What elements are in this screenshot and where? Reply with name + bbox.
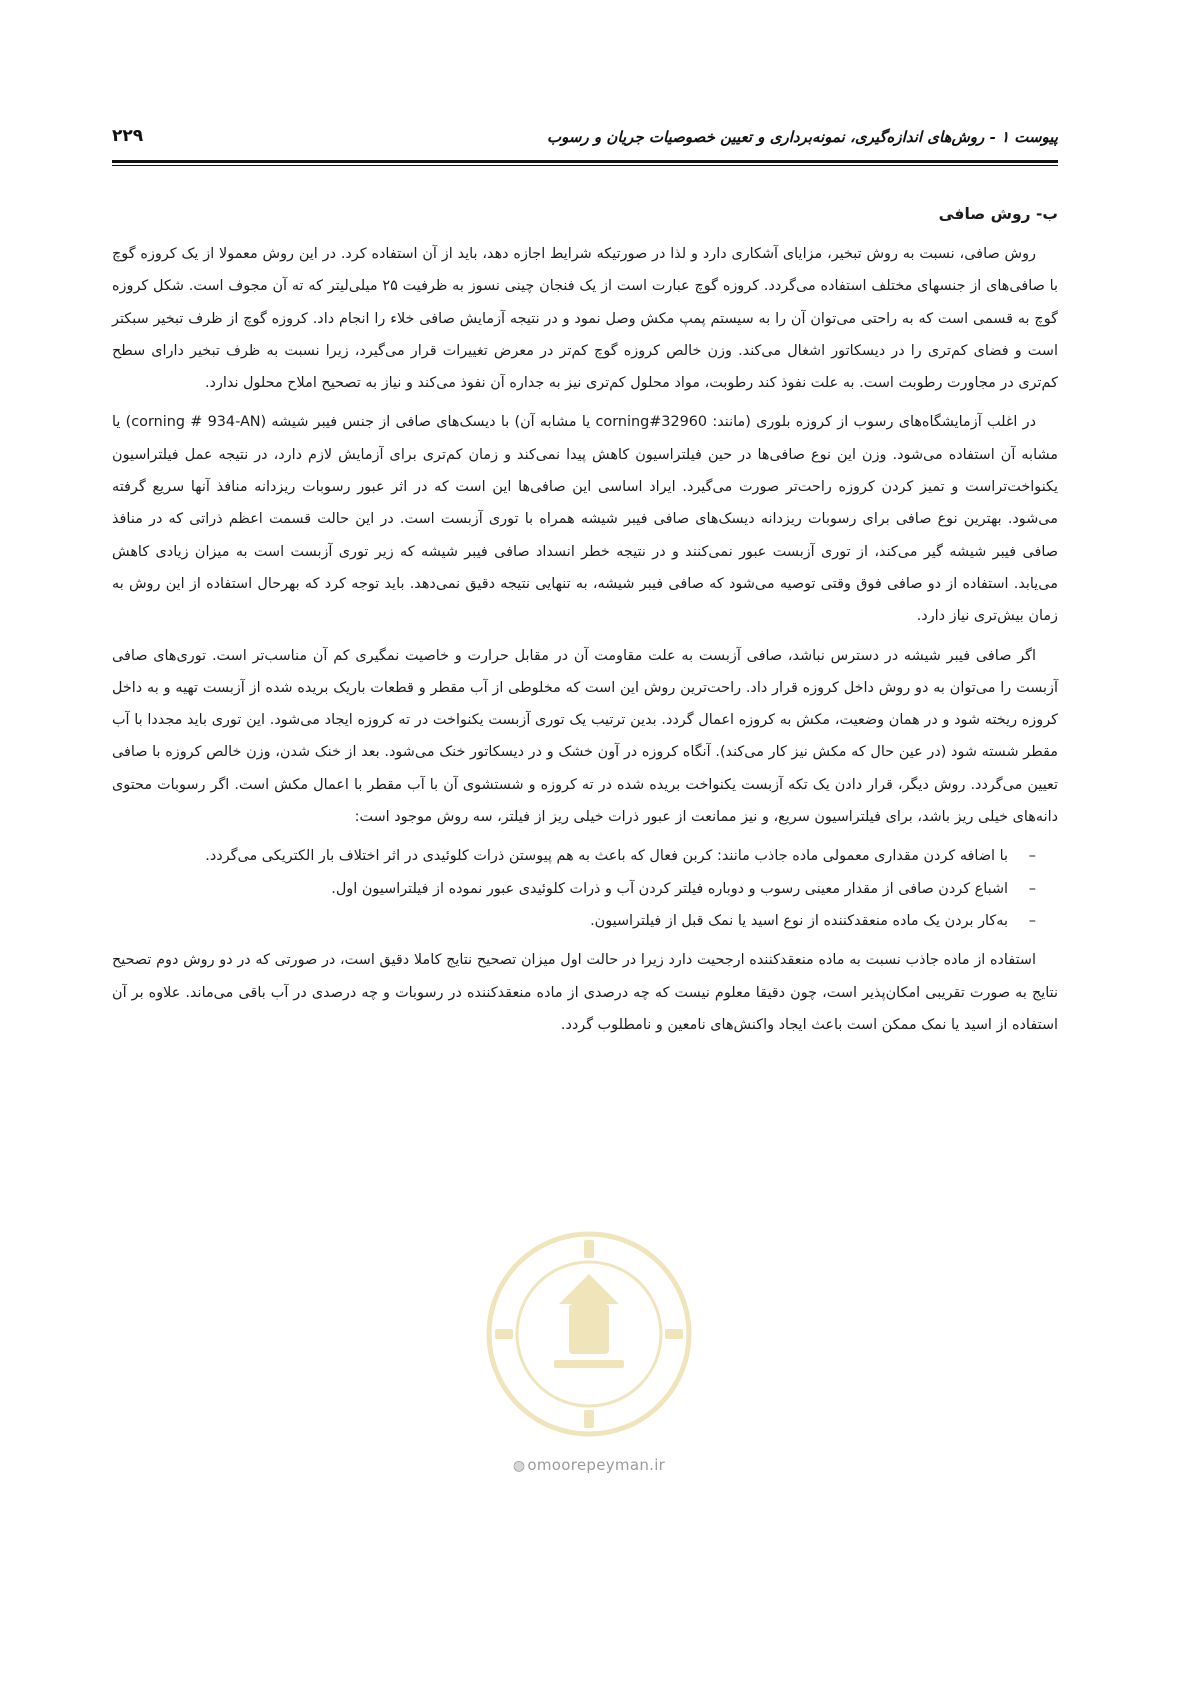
header-rule-thin: [112, 165, 1058, 166]
list-item-text: با اضافه کردن مقداری معمولی ماده جاذب مانند: کربن فعال که باعث به هم پیوستن ذرات کلوئیدی در اثر اختلاف بار الکتریکی می‌گردد.: [205, 848, 1008, 865]
watermark-logo: [468, 1222, 710, 1452]
globe-icon: ◍: [512, 1458, 526, 1474]
section-heading: ب- روش صافی: [938, 205, 1058, 223]
list-item-text: به‌کار بردن یک ماده منعقدکننده از نوع اسید یا نمک قبل از فیلتراسیون.: [590, 912, 1008, 929]
header-rule-thick: [112, 160, 1058, 163]
list-item: [112, 840, 1036, 872]
running-title: پیوست ۱ - روش‌های اندازه‌گیری، نمونه‌برداری و تعیین خصوصیات جریان و رسوب: [547, 128, 1058, 146]
list-item-text: اشباع کردن صافی از مقدار معینی رسوب و دوباره فیلتر کردن آب و ذرات کلوئیدی عبور نموده از فیلتراسیون اول.: [331, 880, 1008, 897]
paragraph-2: در اغلب آزمایشگاه‌های رسوب از کروزه بلوری (مانند: corning#32960 یا مشابه آن) با دیسک‌های صافی از جنس فیبر شیشه (corning # 934-AN) یا مشابه آن استفاده می‌شود. وزن این نوع صافی‌ها در حین فیلتراسیون کاهش پیدا نمی‌کند و زمان کم‌تری برای آزمایش لازم دارد، در نتیجه عمل فیلتراسیون یکنواخت‌تراست و تمیز کردن کروزه راحت‌تر صورت می‌گیرد. ایراد اساسی این صافی‌ها این است که در اثر عبور رسوبات ریزدانه منافذ آنها سریع گرفته می‌شود. بهترین نوع صافی برای رسوبات ریزدانه دیسک‌های صافی فیبر شیشه همراه با توری آزبست است. در این حالت قسمت اعظم ذراتی که در منافذ صافی فیبر شیشه گیر می‌کند، از توری آزبست عبور نمی‌کنند و در نتیجه خطر انسداد صافی فیبر شیشه که زیر توری آزبست است به میزان زیادی کاهش می‌یابد. استفاده از دو صافی فوق وقتی توصیه می‌شود که صافی فیبر شیشه، به تنهایی نتیجه دقیق نمی‌دهد. باید توجه کرد که بهرحال استفاده از این روش به زمان بیش‌تری نیاز دارد.: [112, 414, 1058, 625]
list-bullet: –: [1028, 912, 1036, 929]
paragraph-3: اگر صافی فیبر شیشه در دسترس نباشد، صافی آزبست به علت مقاومت آن در مقابل حرارت و خاصیت نمگیری کم آن مناسب‌تر است. توری‌های صافی آزبست را می‌توان به دو روش داخل کروزه قرار داد. راحت‌ترین روش این است که مخلوطی از آب مقطر و قطعات باریک بریده شده از آزبست تهیه و به داخل کروزه ریخته شود و در همان وضعیت، مکش به کروزه اعمال گردد. بدین ترتیب یک توری آزبست یکنواخت در ته کروزه ایجاد می‌شود. این توری باید مجددا با آب مقطر شسته شود (در عین حال که مکش نیز کار می‌کند). آنگاه کروزه در آون خشک و در دیسکاتور خنک می‌شود. بعد از خنک شدن، وزن خالص کروزه با صافی تعیین می‌گردد. روش دیگر، قرار دادن یک تکه آزبست یکنواخت بریده شده در ته کروزه و شستشوی آن با آب مقطر با اعمال مکش است. اگر رسوبات محتوی دانه‌های خیلی ریز باشد، برای فیلتراسیون سریع، و نیز ممانعت از عبور ذرات خیلی ریز از فیلتر، سه روش موجود است:: [112, 647, 1058, 826]
watermark-text: omoorepeyman.ir: [527, 1456, 666, 1474]
watermark-outer-ring: [489, 1234, 689, 1434]
list-bullet: –: [1028, 880, 1036, 897]
list-item: [112, 905, 1036, 937]
closing-paragraph: استفاده از ماده جاذب نسبت به ماده منعقدکننده ارجحیت دارد زیرا در حالت اول میزان تصحیح نتایج کاملا دقیق است، در صورتی که در دو روش دوم تصحیح نتایج به صورت تقریبی امکان‌پذیر است، چون دقیقا معلوم نیست که چه درصدی از ماده منعقدکننده در رسوبات و چه درصدی در آب باقی می‌ماند. علاوه بر آن استفاده از اسید یا نمک ممکن است باعث ایجاد واکنش‌های نامعین و نامطلوب گردد.: [112, 952, 1058, 1033]
list-bullet: –: [1028, 848, 1036, 865]
body-content: [112, 198, 1058, 1048]
method-list: [112, 840, 1058, 937]
list-item: [112, 873, 1036, 905]
watermark-text-line: [468, 1456, 710, 1474]
page-header: [112, 118, 1058, 158]
watermark-inner-ring: [517, 1262, 661, 1406]
page-number: ۲۲۹: [112, 126, 144, 146]
paragraph-1: روش صافی، نسبت به روش تبخیر، مزایای آشکاری دارد و لذا در صورتیکه شرایط اجازه دهد، باید از آن استفاده کرد. در این روش معمولا از یک کروزه گوچ با صافی‌های از جنسهای مختلف استفاده می‌گردد. کروزه گوچ عبارت است از یک فنجان چینی نسوز به ظرفیت ۲۵ میلی‌لیتر که ته آن مجوف است. شکل کروزه گوچ به قسمی است که به راحتی می‌توان آن را به سیستم پمپ مکش وصل نمود و در نتیجه آزمایش صافی خلاء را انجام داد. کروزه گوچ از ظرف تبخیر سبکتر است و فضای کم‌تری را در دیسکاتور اشغال می‌کند. وزن خالص کروزه گوچ کم‌تر در معرض تغییرات قرار می‌گیرد، زیرا نسبت به ظرف تبخیر دارای سطح کم‌تری در مجاورت رطوبت است. به علت نفوذ کند رطوبت، مواد محلول کم‌تری نیز به جداره آن نفوذ می‌کند و نیاز به تصحیح املاح محلول ندارد.: [112, 246, 1058, 392]
